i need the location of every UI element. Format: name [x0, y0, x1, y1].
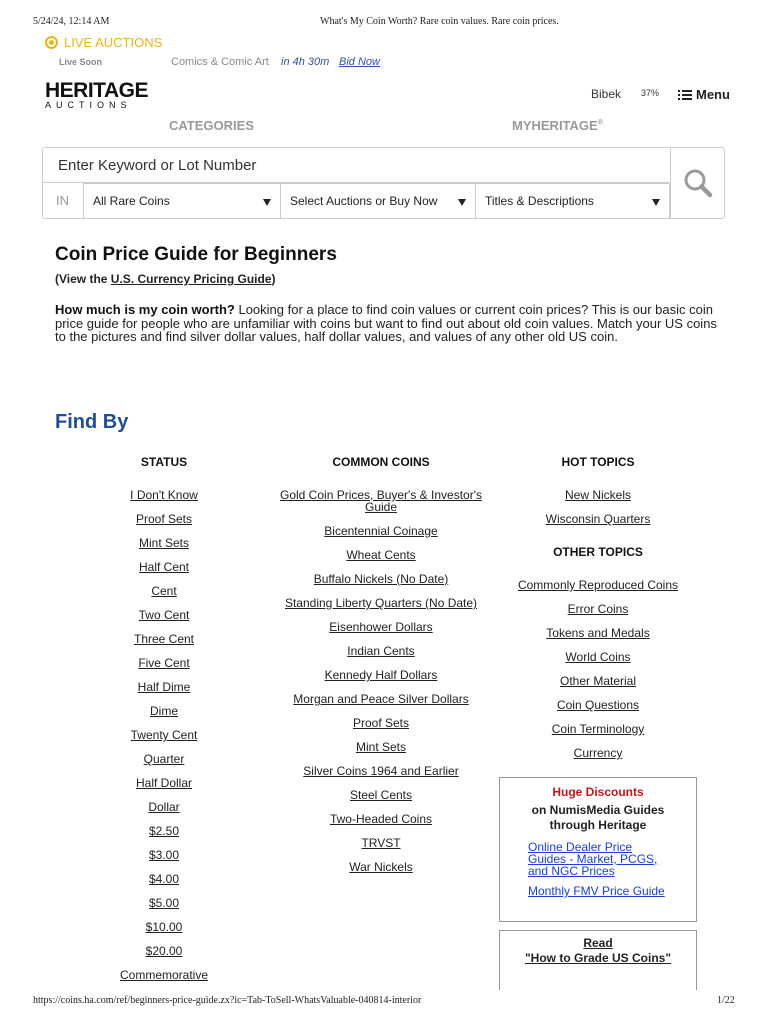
bid-now-link[interactable]: Bid Now [339, 56, 380, 68]
tab-categories[interactable]: CATEGORIES [169, 118, 254, 133]
promo-subtitle: on NumisMedia Guides through Heritage [531, 803, 665, 832]
column-heading: OTHER TOPICS [553, 545, 643, 559]
dealer-price-guides-link[interactable]: Online Dealer Price Guides - Market, PCGS, and NGC Prices [528, 840, 658, 878]
intro-paragraph [55, 303, 725, 344]
view-suffix: ) [271, 272, 276, 286]
print-title: What's My Coin Worth? Rare coin values. Rare coin prices. [320, 16, 559, 27]
heritage-logo[interactable] [45, 79, 148, 110]
tab-myheritage[interactable] [512, 118, 603, 133]
topic-link[interactable]: World Coins [565, 650, 631, 664]
caret-down-icon [263, 199, 271, 206]
discount-promo-box [499, 777, 697, 922]
menu-button[interactable] [678, 87, 730, 102]
status-column [104, 455, 224, 981]
hot-topics-column [500, 455, 696, 759]
live-indicator-icon [45, 36, 58, 49]
search-button[interactable] [670, 148, 724, 218]
user-name-link[interactable]: Bibek [591, 87, 622, 101]
auction-type-select[interactable] [280, 183, 476, 219]
grade-guide-box[interactable] [499, 930, 697, 990]
topic-link[interactable]: Silver Coins 1964 and Earlier [303, 764, 459, 778]
topic-link[interactable]: Half Dime [137, 680, 191, 694]
search-field-select-value: Titles & Descriptions [485, 193, 594, 208]
topic-link[interactable]: TRVST [361, 836, 401, 850]
topic-link[interactable]: I Don't Know [130, 488, 198, 502]
topic-link[interactable]: Half Dollar [135, 776, 192, 790]
topic-link[interactable]: Steel Cents [349, 788, 413, 802]
topic-link[interactable]: Morgan and Peace Silver Dollars [293, 692, 469, 706]
topic-link[interactable]: Twenty Cent [130, 728, 198, 742]
grade-read-label[interactable]: Read [583, 936, 613, 950]
topic-link[interactable]: Gold Coin Prices, Buyer's & Investor's Guide [280, 488, 482, 514]
auction-name-link[interactable]: Comics & Comic Art [171, 56, 269, 68]
promo-title: Huge Discounts [552, 785, 644, 799]
myheritage-label: MYHERITAGE [512, 118, 598, 133]
column-heading: COMMON COINS [332, 455, 430, 469]
topic-link[interactable]: Commemorative [119, 968, 209, 982]
topic-link[interactable]: Cent [151, 584, 177, 598]
topic-link[interactable]: Kennedy Half Dollars [324, 668, 438, 682]
common-coins-column [275, 455, 487, 873]
auction-type-select-value: Select Auctions or Buy Now [290, 193, 438, 208]
logo-line-2: AUCTIONS [45, 100, 132, 110]
topic-link[interactable]: Standing Liberty Quarters (No Date) [284, 596, 478, 610]
find-by-heading: Find By [55, 411, 129, 433]
search-field-select[interactable] [475, 183, 670, 219]
category-select[interactable] [83, 183, 281, 219]
print-page-number: 1/22 [717, 995, 735, 1006]
topic-link[interactable]: Two-Headed Coins [329, 812, 433, 826]
topic-link[interactable]: Buffalo Nickels (No Date) [313, 572, 449, 586]
topic-link[interactable]: $20.00 [145, 944, 183, 958]
topic-link[interactable]: Five Cent [138, 656, 190, 670]
logo-line-1: HERITAGE [45, 79, 148, 102]
topic-link[interactable]: Tokens and Medals [546, 626, 650, 640]
topic-link[interactable]: Coin Questions [556, 698, 640, 712]
topic-link[interactable]: New Nickels [564, 488, 631, 502]
live-auctions-link[interactable] [45, 35, 162, 50]
view-prefix: (View the [55, 272, 111, 286]
topic-link[interactable]: Currency [573, 746, 623, 760]
view-currency-line [55, 272, 276, 286]
menu-label: Menu [696, 87, 730, 102]
topic-link[interactable]: Mint Sets [138, 536, 189, 550]
topic-link[interactable]: $2.50 [148, 824, 180, 838]
topic-link[interactable]: $3.00 [148, 848, 180, 862]
topic-link[interactable]: Dollar [148, 800, 180, 814]
currency-guide-link[interactable]: U.S. Currency Pricing Guide [110, 272, 272, 286]
intro-question: How much is my coin worth? [55, 302, 235, 317]
live-auctions-label: LIVE AUCTIONS [64, 35, 163, 50]
user-percentage: 37% [641, 88, 660, 98]
fmv-price-guide-link[interactable]: Monthly FMV Price Guide [528, 884, 665, 898]
topic-link[interactable]: Eisenhower Dollars [329, 620, 433, 634]
topic-link[interactable]: Other Material [559, 674, 637, 688]
menu-list-icon [678, 88, 692, 102]
column-heading: HOT TOPICS [561, 455, 635, 469]
column-heading: STATUS [140, 455, 188, 469]
topic-link[interactable]: Indian Cents [347, 644, 415, 658]
live-soon-label: Live Soon [59, 57, 103, 67]
topic-link[interactable]: $10.00 [145, 920, 183, 934]
intro-text: Looking for a place to find coin values or current coin prices? This is our basic coin price guide for people who are unfamiliar with coins but want to find out about old coin values. Match your US coins to the pictures and find silver dollar values, half dollar values, and values of any other old US coin. [55, 302, 717, 344]
registered-mark: ® [597, 119, 603, 127]
search-icon [683, 168, 713, 198]
topic-link[interactable]: Wheat Cents [346, 548, 416, 562]
topic-link[interactable]: Bicentennial Coinage [324, 524, 438, 538]
topic-link[interactable]: Proof Sets [135, 512, 193, 526]
print-url: https://coins.ha.com/ref/beginners-price-guide.zx?ic=Tab-ToSell-WhatsValuable-040814-interior [33, 995, 422, 1006]
topic-link[interactable]: Three Cent [133, 632, 195, 646]
grade-guide-link[interactable]: "How to Grade US Coins" [524, 951, 672, 965]
auction-countdown: in 4h 30m [281, 56, 330, 68]
topic-link[interactable]: Proof Sets [352, 716, 410, 730]
search-in-label: IN [56, 193, 69, 208]
topic-link[interactable]: Error Coins [567, 602, 629, 616]
page-title: Coin Price Guide for Beginners [55, 244, 337, 265]
caret-down-icon [652, 199, 660, 206]
topic-link[interactable]: Quarter [143, 752, 185, 766]
print-date: 5/24/24, 12:14 AM [33, 16, 110, 27]
topic-link[interactable]: Two Cent [138, 608, 190, 622]
topic-link[interactable]: War Nickels [349, 860, 413, 874]
topic-link[interactable]: $4.00 [148, 872, 180, 886]
topic-link[interactable]: Coin Terminology [551, 722, 645, 736]
category-select-value: All Rare Coins [93, 193, 170, 208]
topic-link[interactable]: Mint Sets [355, 740, 406, 754]
search-input[interactable] [43, 148, 669, 183]
topic-link[interactable]: Dime [149, 704, 178, 718]
topic-link[interactable]: Commonly Reproduced Coins [517, 578, 679, 592]
topic-link[interactable]: Half Cent [138, 560, 190, 574]
caret-down-icon [458, 199, 466, 206]
topic-link[interactable]: Wisconsin Quarters [545, 512, 651, 526]
topic-link[interactable]: $5.00 [148, 896, 180, 910]
